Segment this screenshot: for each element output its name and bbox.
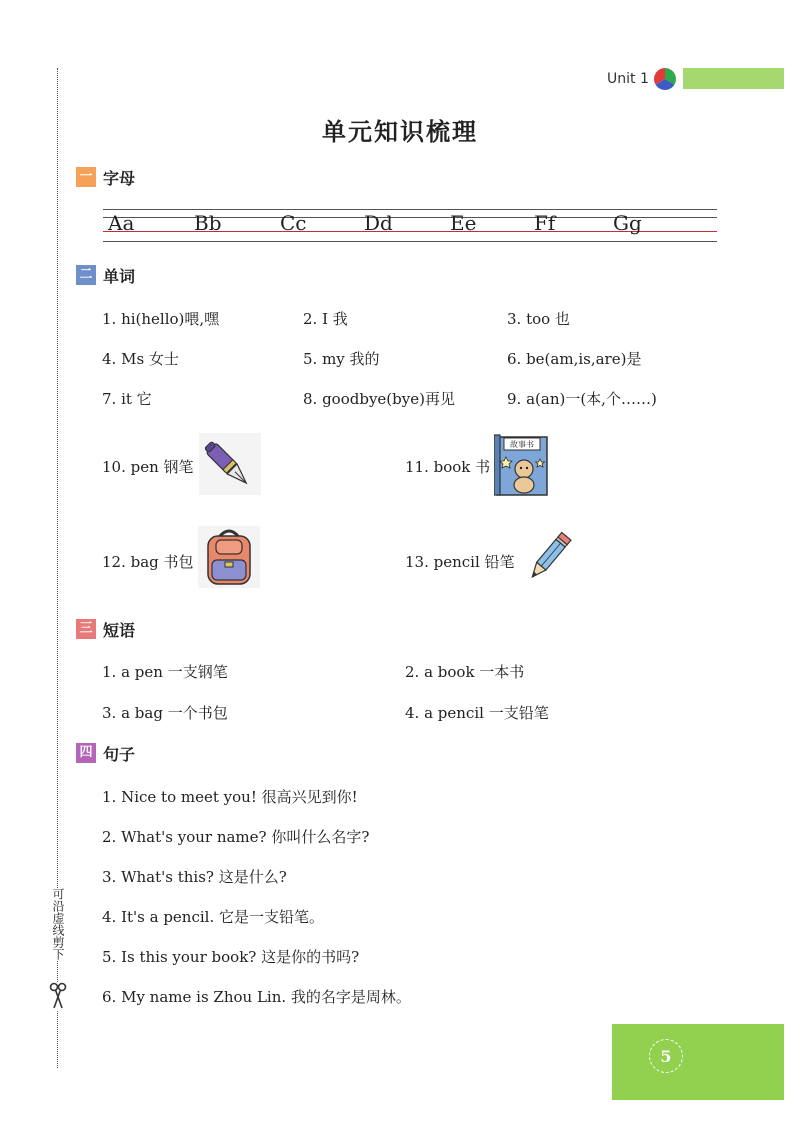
letter-cc: Cc [280, 211, 307, 235]
pencil-icon [524, 526, 574, 588]
section-title-words: 单词 [103, 267, 136, 286]
word-item: 7. it 它 [102, 390, 152, 408]
section-title-sentences: 句子 [103, 745, 136, 764]
word-item: 12. bag 书包 [102, 553, 194, 571]
phrase-item: 3. a bag 一个书包 [102, 704, 228, 722]
phrase-item: 4. a pencil 一支铅笔 [405, 704, 549, 722]
letter-ff: Ff [534, 211, 556, 235]
sentence-item: 1. Nice to meet you! 很高兴见到你! [102, 788, 358, 806]
grid-line-4 [103, 241, 717, 242]
sentence-item: 2. What's your name? 你叫什么名字? [102, 828, 370, 846]
letter-ee: Ee [450, 211, 477, 235]
storybook-icon [494, 433, 550, 497]
page-title: 单元知识梳理 [322, 117, 478, 146]
scissors-icon [48, 982, 68, 1010]
word-item: 4. Ms 女士 [102, 350, 179, 368]
school-bag-icon [198, 526, 260, 588]
page-number-box [612, 1024, 784, 1100]
word-item: 9. a(an)一(本,个……) [507, 390, 657, 408]
sentence-item: 5. Is this your book? 这是你的书吗? [102, 948, 360, 966]
sentence-item: 3. What's this? 这是什么? [102, 868, 287, 886]
color-ball-icon [654, 68, 676, 90]
word-item: 3. too 也 [507, 310, 570, 328]
word-item: 1. hi(hello)喂,嘿 [102, 310, 220, 328]
book-cover-text: 故事书 [510, 440, 534, 449]
section-number-4: 四 [76, 743, 96, 763]
letter-gg: Gg [613, 211, 642, 235]
sentence-item: 4. It's a pencil. 它是一支铅笔。 [102, 908, 325, 926]
cut-instruction: 可沿虚线剪下 [51, 888, 65, 960]
word-item: 10. pen 钢笔 [102, 458, 194, 476]
letter-aa: Aa [108, 211, 135, 235]
section-number-2: 二 [76, 265, 96, 285]
section-number-1: 一 [76, 167, 96, 187]
word-item: 11. book 书 [405, 458, 491, 476]
pen-icon [199, 433, 261, 495]
header-bar [683, 68, 784, 89]
unit-label: Unit 1 [607, 71, 649, 87]
word-item: 6. be(am,is,are)是 [507, 350, 642, 368]
section-number-3: 三 [76, 619, 96, 639]
page-number: 5 [649, 1039, 683, 1073]
letter-dd: Dd [364, 211, 393, 235]
section-title-letters: 字母 [103, 169, 136, 188]
sentence-item: 6. My name is Zhou Lin. 我的名字是周林。 [102, 988, 411, 1006]
word-item: 5. my 我的 [303, 350, 380, 368]
word-item: 13. pencil 铅笔 [405, 553, 515, 571]
word-item: 2. I 我 [303, 310, 348, 328]
word-item: 8. goodbye(bye)再见 [303, 390, 455, 408]
letter-bb: Bb [194, 211, 222, 235]
phrase-item: 2. a book 一本书 [405, 663, 525, 681]
phrase-item: 1. a pen 一支钢笔 [102, 663, 228, 681]
section-title-phrases: 短语 [103, 621, 136, 640]
